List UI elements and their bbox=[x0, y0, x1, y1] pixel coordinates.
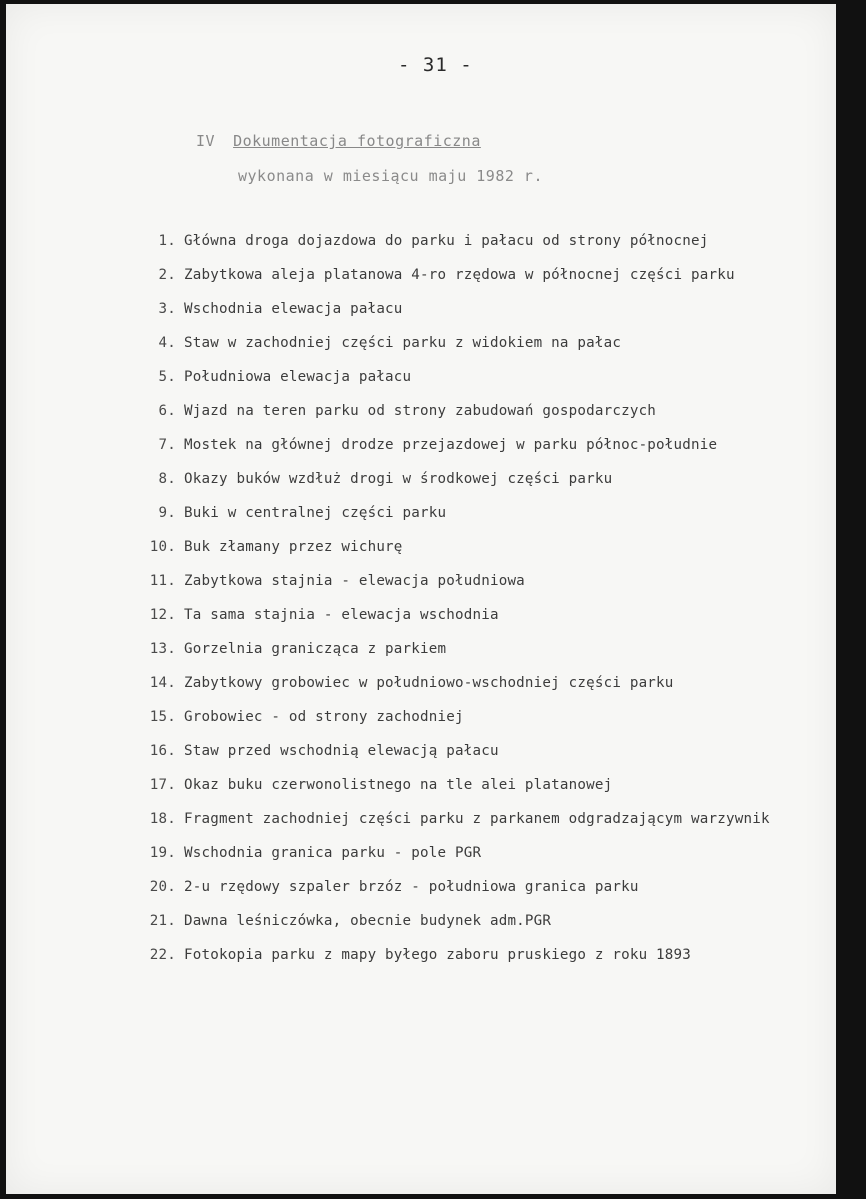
item-number: 3. bbox=[158, 301, 176, 317]
item-number: 7. bbox=[158, 437, 176, 453]
item-number: 10. bbox=[149, 539, 176, 555]
section-subtitle: wykonana w miesiącu maju 1982 r. bbox=[238, 167, 543, 185]
item-number: 20. bbox=[149, 879, 176, 895]
list-item bbox=[138, 530, 828, 564]
list-item bbox=[138, 360, 828, 394]
item-number: 11. bbox=[149, 573, 176, 589]
item-number: 18. bbox=[149, 811, 176, 827]
list-item bbox=[138, 666, 828, 700]
item-text: Wjazd na teren parku od strony zabudowań gospodarczych bbox=[184, 403, 657, 419]
document-page bbox=[6, 4, 836, 1194]
item-text: Zabytkowy grobowiec w południowo-wschodniej części parku bbox=[184, 675, 674, 691]
item-number: 17. bbox=[149, 777, 176, 793]
item-text: Dawna leśniczówka, obecnie budynek adm.PGR bbox=[184, 913, 552, 929]
list-item bbox=[138, 802, 828, 836]
list-item bbox=[138, 496, 828, 530]
item-text: 2-u rzędowy szpaler brzóz - południowa granica parku bbox=[184, 879, 639, 895]
item-text: Fotokopia parku z mapy byłego zaboru pruskiego z roku 1893 bbox=[184, 947, 692, 963]
list-item bbox=[138, 224, 828, 258]
item-number: 15. bbox=[149, 709, 176, 725]
list-item bbox=[138, 326, 828, 360]
item-text: Wschodnia elewacja pałacu bbox=[184, 301, 403, 317]
list-item bbox=[138, 292, 828, 326]
item-number: 12. bbox=[149, 607, 176, 623]
item-number: 19. bbox=[149, 845, 176, 861]
list-item bbox=[138, 870, 828, 904]
list-item bbox=[138, 598, 828, 632]
item-number: 4. bbox=[158, 335, 176, 351]
item-text: Staw w zachodniej części parku z widokiem na pałac bbox=[184, 335, 622, 351]
item-text: Zabytkowa stajnia - elewacja południowa bbox=[184, 573, 525, 589]
item-number: 6. bbox=[158, 403, 176, 419]
section-title: Dokumentacja fotograficzna bbox=[233, 132, 481, 150]
item-number: 9. bbox=[158, 505, 176, 521]
item-text: Okazy buków wzdłuż drogi w środkowej części parku bbox=[184, 471, 613, 487]
list-item bbox=[138, 632, 828, 666]
list-item bbox=[138, 768, 828, 802]
item-text: Buki w centralnej części parku bbox=[184, 505, 447, 521]
list-item bbox=[138, 428, 828, 462]
list-item bbox=[138, 462, 828, 496]
item-number: 22. bbox=[149, 947, 176, 963]
item-number: 1. bbox=[158, 233, 176, 249]
item-number: 8. bbox=[158, 471, 176, 487]
item-number: 5. bbox=[158, 369, 176, 385]
item-text: Okaz buku czerwonolistnego na tle alei platanowej bbox=[184, 777, 613, 793]
item-text: Południowa elewacja pałacu bbox=[184, 369, 412, 385]
list-item bbox=[138, 836, 828, 870]
item-text: Buk złamany przez wichurę bbox=[184, 539, 403, 555]
item-number: 21. bbox=[149, 913, 176, 929]
item-text: Staw przed wschodnią elewacją pałacu bbox=[184, 743, 499, 759]
item-text: Gorzelnia granicząca z parkiem bbox=[184, 641, 447, 657]
section-heading bbox=[196, 132, 481, 150]
list-item bbox=[138, 700, 828, 734]
item-text: Wschodnia granica parku - pole PGR bbox=[184, 845, 482, 861]
item-number: 13. bbox=[149, 641, 176, 657]
item-text: Ta sama stajnia - elewacja wschodnia bbox=[184, 607, 499, 623]
item-text: Fragment zachodniej części parku z parkanem odgradzającym warzywnik bbox=[184, 811, 770, 827]
item-number: 2. bbox=[158, 267, 176, 283]
photo-list bbox=[138, 224, 828, 972]
section-numeral: IV bbox=[196, 132, 216, 150]
list-item bbox=[138, 938, 828, 972]
list-item bbox=[138, 734, 828, 768]
list-item bbox=[138, 564, 828, 598]
list-item bbox=[138, 258, 828, 292]
item-number: 16. bbox=[149, 743, 176, 759]
list-item bbox=[138, 904, 828, 938]
item-text: Grobowiec - od strony zachodniej bbox=[184, 709, 464, 725]
item-text: Główna droga dojazdowa do parku i pałacu od strony północnej bbox=[184, 233, 709, 249]
item-number: 14. bbox=[149, 675, 176, 691]
item-text: Zabytkowa aleja platanowa 4-ro rzędowa w północnej części parku bbox=[184, 267, 735, 283]
page-number: - 31 - bbox=[398, 54, 473, 76]
item-text: Mostek na głównej drodze przejazdowej w parku północ-południe bbox=[184, 437, 718, 453]
list-item bbox=[138, 394, 828, 428]
